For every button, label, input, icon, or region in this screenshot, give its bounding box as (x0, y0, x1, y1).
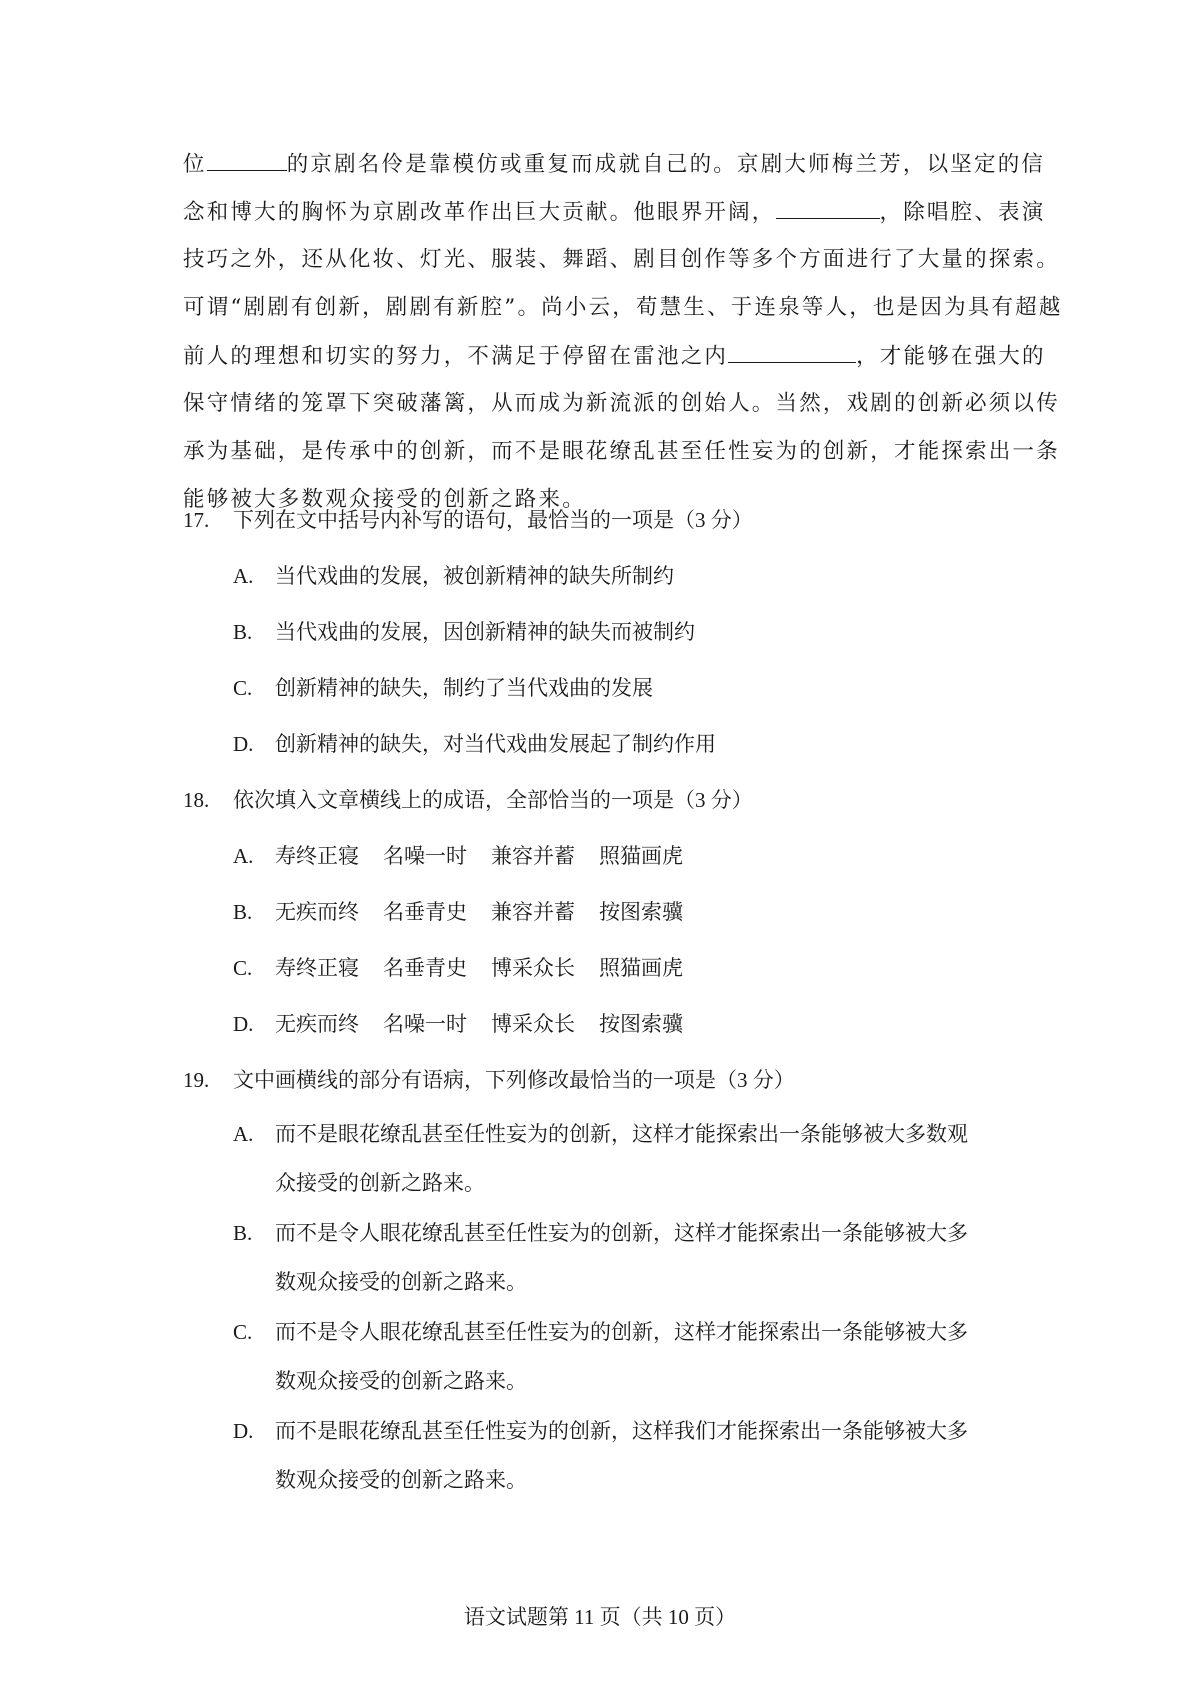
option-text: 而不是令人眼花缭乱甚至任性妄为的创新，这样才能探索出一条能够被大多 (275, 1221, 968, 1245)
option-d[interactable] (233, 1416, 968, 1496)
option-letter: C. (233, 956, 253, 980)
option-a[interactable] (233, 1119, 968, 1199)
idiom: 博采众长 (491, 956, 575, 980)
option-letter: B. (233, 620, 253, 644)
option-c[interactable] (233, 673, 653, 704)
passage-line (183, 340, 1046, 371)
option-a[interactable] (233, 841, 707, 872)
passage-line (183, 436, 1060, 467)
option-c[interactable] (233, 953, 707, 984)
idiom: 名噪一时 (383, 1012, 467, 1036)
option-d[interactable] (233, 1009, 707, 1040)
question-stem (183, 505, 1018, 536)
question-text: 依次填入文章横线上的成语，全部恰当的一项是（3 分） (233, 788, 753, 812)
idiom: 照猫画虎 (599, 844, 683, 868)
passage-line (183, 148, 1046, 179)
passage-text: 保守情绪的笼罩下突破藩篱，从而成为新流派的创始人。当然，戏剧的创新必须以传 (183, 391, 1060, 416)
option-text: 众接受的创新之路来。 (275, 1171, 485, 1195)
passage-text: 技巧之外，还从化妆、灯光、服装、舞蹈、剧目创作等多个方面进行了大量的探索。 (183, 247, 1060, 272)
option-text: 数观众接受的创新之路来。 (275, 1369, 527, 1393)
passage-line (183, 196, 1046, 227)
passage-text: ，才能够在强大的 (856, 344, 1046, 369)
option-text: 而不是眼花缭乱甚至任性妄为的创新，这样我们才能探索出一条能够被大多 (275, 1419, 968, 1443)
option-letter: C. (233, 1320, 253, 1344)
question-number: 18. (183, 788, 210, 812)
question-number: 19. (183, 1068, 210, 1092)
idiom: 无疾而终 (275, 900, 359, 924)
question-stem (183, 1065, 1018, 1096)
passage-line (183, 388, 1060, 419)
idiom: 按图索骥 (599, 1012, 683, 1036)
idiom: 名垂青史 (383, 900, 467, 924)
question-17 (183, 505, 1018, 756)
question-text: 文中画横线的部分有语病，下列修改最恰当的一项是（3 分） (233, 1068, 795, 1092)
question-text: 下列在文中括号内补写的语句，最恰当的一项是（3 分） (233, 508, 753, 532)
passage-line (183, 292, 1063, 323)
question-18 (183, 785, 1018, 1036)
passage-text: 位 (183, 152, 207, 177)
idiom: 名垂青史 (383, 956, 467, 980)
option-letter: D. (233, 1419, 254, 1443)
passage-text: 承为基础，是传承中的创新，而不是眼花缭乱甚至任性妄为的创新，才能探索出一条 (183, 439, 1060, 464)
option-letter: D. (233, 1012, 254, 1036)
passage-text: ，除唱腔、表演 (879, 200, 1046, 225)
option-letter: A. (233, 564, 254, 588)
idiom: 按图索骥 (599, 900, 683, 924)
option-text: 数观众接受的创新之路来。 (275, 1468, 527, 1492)
option-letter: B. (233, 1221, 253, 1245)
option-text: 而不是令人眼花缭乱甚至任性妄为的创新，这样才能探索出一条能够被大多 (275, 1320, 968, 1344)
option-text: 而不是眼花缭乱甚至任性妄为的创新，这样才能探索出一条能够被大多数观 (275, 1122, 968, 1146)
option-text: 当代戏曲的发展，被创新精神的缺失所制约 (275, 564, 674, 588)
fill-blank-2 (776, 196, 880, 219)
option-letter: B. (233, 900, 253, 924)
passage-text: 念和博大的胸怀为京剧改革作出巨大贡献。他眼界开阔， (183, 200, 776, 225)
option-letter: C. (233, 676, 253, 700)
passage-text: 可谓“剧剧有创新，剧剧有新腔”。尚小云，荀慧生、于连泉等人，也是因为具有超越 (183, 295, 1063, 320)
option-letter: D. (233, 732, 254, 756)
option-text: 当代戏曲的发展，因创新精神的缺失而被制约 (275, 620, 695, 644)
option-text: 数观众接受的创新之路来。 (275, 1270, 527, 1294)
idiom: 寿终正寝 (275, 956, 359, 980)
idiom: 寿终正寝 (275, 844, 359, 868)
option-text: 创新精神的缺失，对当代戏曲发展起了制约作用 (275, 732, 716, 756)
passage-text: 的京剧名伶是靠模仿或重复而成就自己的。京剧大师梅兰芳，以坚定的信 (286, 152, 1046, 177)
option-a[interactable] (233, 561, 674, 592)
passage-line (183, 244, 1060, 275)
idiom: 无疾而终 (275, 1012, 359, 1036)
reading-passage (183, 148, 1063, 532)
option-text: 创新精神的缺失，制约了当代戏曲的发展 (275, 676, 653, 700)
option-letter: A. (233, 1122, 254, 1146)
passage-text: 能够被大多数观众接受的创新之路来。 (183, 487, 586, 512)
fill-blank-3 (728, 340, 856, 363)
option-b[interactable] (233, 897, 707, 928)
option-letter: A. (233, 844, 254, 868)
question-19 (183, 1065, 1018, 1585)
question-stem (183, 785, 1018, 816)
option-b[interactable] (233, 617, 695, 648)
idiom: 名噪一时 (383, 844, 467, 868)
option-b[interactable] (233, 1218, 968, 1298)
option-c[interactable] (233, 1317, 968, 1397)
page-footer: 语文试题第 11 页（共 10 页） (463, 1605, 737, 1629)
passage-text: 前人的理想和切实的努力，不满足于停留在雷池之内 (183, 344, 729, 369)
idiom: 兼容并蓄 (491, 844, 575, 868)
fill-blank-1 (207, 148, 287, 171)
idiom: 博采众长 (491, 1012, 575, 1036)
idiom: 兼容并蓄 (491, 900, 575, 924)
option-d[interactable] (233, 729, 716, 760)
question-number: 17. (183, 508, 210, 532)
idiom: 照猫画虎 (599, 956, 683, 980)
